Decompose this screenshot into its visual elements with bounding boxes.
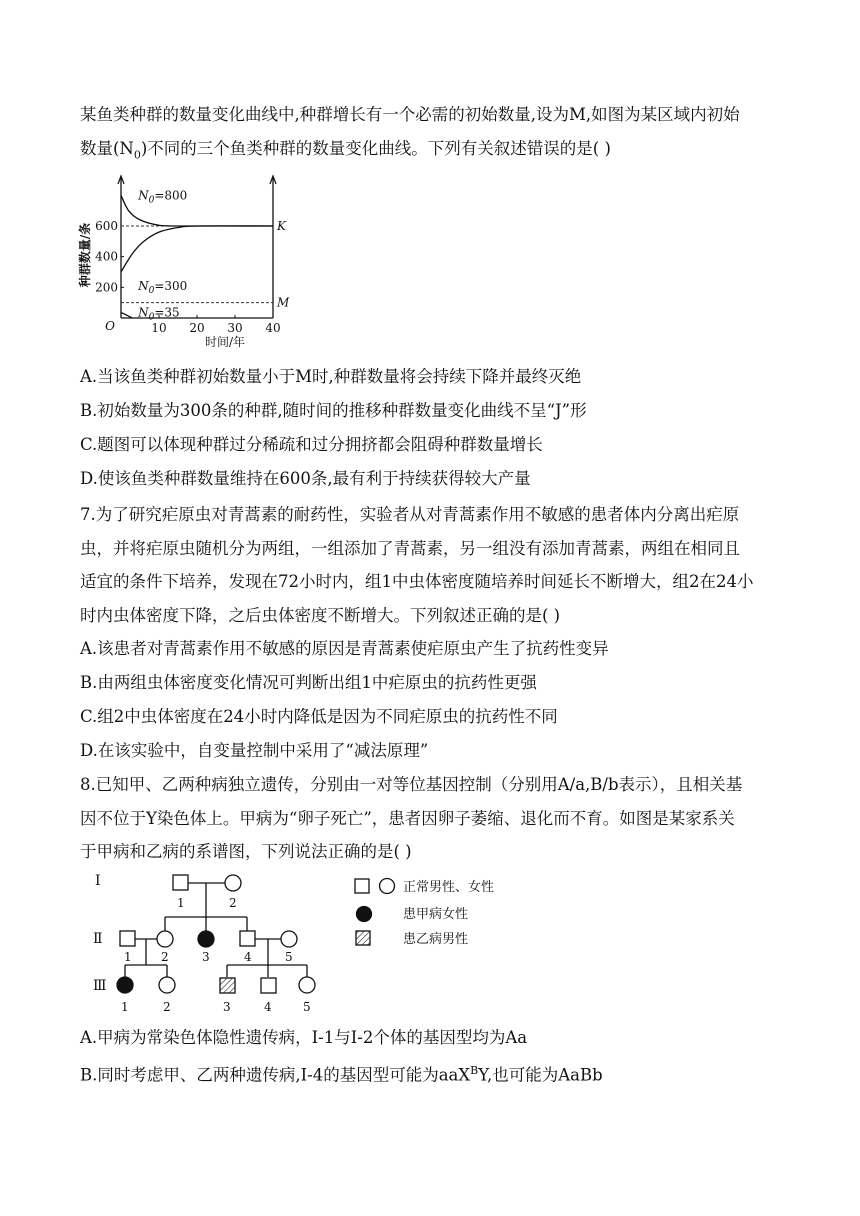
generation-label-1: I — [95, 873, 101, 889]
pedigree-num: 1 — [124, 950, 132, 964]
legend-label-normal: 正常男性、女性 — [403, 880, 495, 895]
x-axis-label: 时间/年 — [204, 335, 246, 349]
q6-stem-line1: 某鱼类种群的数量变化曲线中,种群增长有一个必需的初始数量,设为M,如图为某区域内初始 — [80, 105, 740, 124]
legend-affected-female-icon — [357, 907, 372, 922]
q6-option-d: D.使该鱼类种群数量维持在600条,最有利于持续获得较大产量 — [80, 469, 531, 488]
q7-line3: 适宜的条件下培养，发现在72小时内，组1中虫体密度随培养时间延长不断增大，组2在24小 — [80, 572, 754, 591]
pedigree-chart — [85, 865, 525, 1020]
q8-line1: 8.已知甲、乙两种病独立遗传，分别由一对等位基因控制（分别用A/a,B/b表示），且相关基 — [80, 775, 743, 794]
pedigree-num: 5 — [303, 1000, 311, 1014]
q7-option-c: C.组2中虫体密度在24小时内降低是因为不同疟原虫的抗药性不同 — [80, 707, 558, 726]
pedigree-I-2-female — [225, 875, 241, 891]
q6-option-a: A.当该鱼类种群初始数量小于M时,种群数量将会持续下降并最终灭绝 — [80, 367, 582, 386]
pedigree-num: 2 — [229, 896, 237, 910]
pedigree-num: 3 — [223, 1000, 231, 1014]
legend-label-disease-a: 患甲病女性 — [403, 907, 469, 922]
origin-label: O — [105, 319, 115, 333]
q6-stem-line2: 数量$(N_0)$不同的三个鱼类种群的数量变化曲线。下列有关叙述错误的是( ) — [80, 139, 611, 162]
series-line-3 — [121, 313, 132, 318]
pedigree-num: 1 — [121, 1000, 129, 1014]
pedigree-num: 5 — [285, 950, 293, 964]
pedigree-num: 2 — [163, 1000, 171, 1014]
y-axis-label: 种群数量/条 — [78, 222, 92, 288]
q8-line2: 因不位于Y染色体上。甲病为“卵子死亡”，患者因卵子萎缩、退化而不育。如图是某家系关 — [80, 809, 735, 828]
q7-option-d: D.在该实验中，自变量控制中采用了“减法原理” — [80, 741, 429, 760]
population-chart — [75, 172, 300, 352]
y-tick-label: 400 — [95, 249, 118, 264]
pedigree-num: 4 — [244, 950, 252, 964]
series-label-1: $N_0=800$ — [138, 188, 188, 206]
pedigree-II-3-affected-female — [198, 931, 214, 947]
pedigree-num: 1 — [177, 896, 185, 910]
series-line-2 — [121, 226, 273, 272]
x-tick-label: 10 — [151, 321, 167, 335]
pedigree-num: 2 — [161, 950, 169, 964]
legend-female-icon — [380, 879, 395, 894]
q6-option-c: C.题图可以体现种群过分稀疏和过分拥挤都会阻碍种群数量增长 — [80, 435, 543, 454]
q8-option-b: B.同时考虑甲、乙两种遗传病,I-4的基因型可能为aaX$^B$Y,也可能为AaBb — [80, 1064, 603, 1085]
pedigree-III-2-female — [159, 977, 175, 993]
legend-male-icon — [355, 879, 369, 893]
reference-label-K: K — [277, 219, 286, 233]
pedigree-III-5-female — [299, 977, 315, 993]
pedigree-III-1-affected-female — [117, 977, 133, 993]
legend-affected-male-icon — [356, 931, 370, 945]
q7-option-b: B.由两组虫体密度变化情况可判断出组1中疟原虫的抗药性更强 — [80, 673, 537, 692]
pedigree-II-4-male — [240, 931, 255, 946]
q7-option-a: A.该患者对青蒿素作用不敏感的原因是青蒿素使疟原虫产生了抗药性变异 — [80, 639, 609, 658]
q8-option-a: A.甲病为常染色体隐性遗传病，I-1与I-2个体的基因型均为Aa — [80, 1028, 528, 1047]
q8-line3: 于甲病和乙病的系谱图，下列说法正确的是( ) — [80, 842, 412, 861]
series-label-2: $N_0=300$ — [138, 279, 188, 296]
x-tick-label: 40 — [265, 321, 281, 335]
q7-line2: 虫，并将疟原虫随机分为两组，一组添加了青蒿素，另一组没有添加青蒿素，两组在相同且 — [80, 539, 740, 558]
q7-line1: 7.为了研究疟原虫对青蒿素的耐药性，实验者从对青蒿素作用不敏感的患者体内分离出疟原 — [80, 505, 740, 524]
series-label-3: $N_0=35$ — [138, 305, 180, 323]
pedigree-II-1-male — [120, 931, 135, 946]
y-tick-label: 600 — [95, 219, 118, 233]
generation-label-2: Ⅱ — [93, 931, 103, 947]
pedigree-I-1-male — [173, 875, 188, 890]
x-tick-label: 20 — [189, 321, 205, 335]
pedigree-III-4-male — [261, 978, 276, 993]
pedigree-II-2-female — [157, 931, 173, 947]
reference-label-M: M — [277, 295, 290, 310]
pedigree-num: 4 — [264, 1000, 272, 1014]
legend-label-disease-b: 患乙病男性 — [403, 932, 469, 947]
y-tick-label: 200 — [95, 280, 118, 295]
q7-line4: 时内虫体密度下降，之后虫体密度不断增大。下列叙述正确的是( ) — [80, 606, 561, 625]
q6-option-b: B.初始数量为300条的种群,随时间的推移种群数量变化曲线不呈“J”形 — [80, 401, 587, 420]
pedigree-II-5-female — [281, 931, 297, 947]
generation-label-3: Ⅲ — [93, 978, 107, 994]
pedigree-III-3-affected-male — [220, 978, 235, 993]
pedigree-num: 3 — [202, 950, 210, 964]
x-tick-label: 30 — [227, 321, 243, 335]
